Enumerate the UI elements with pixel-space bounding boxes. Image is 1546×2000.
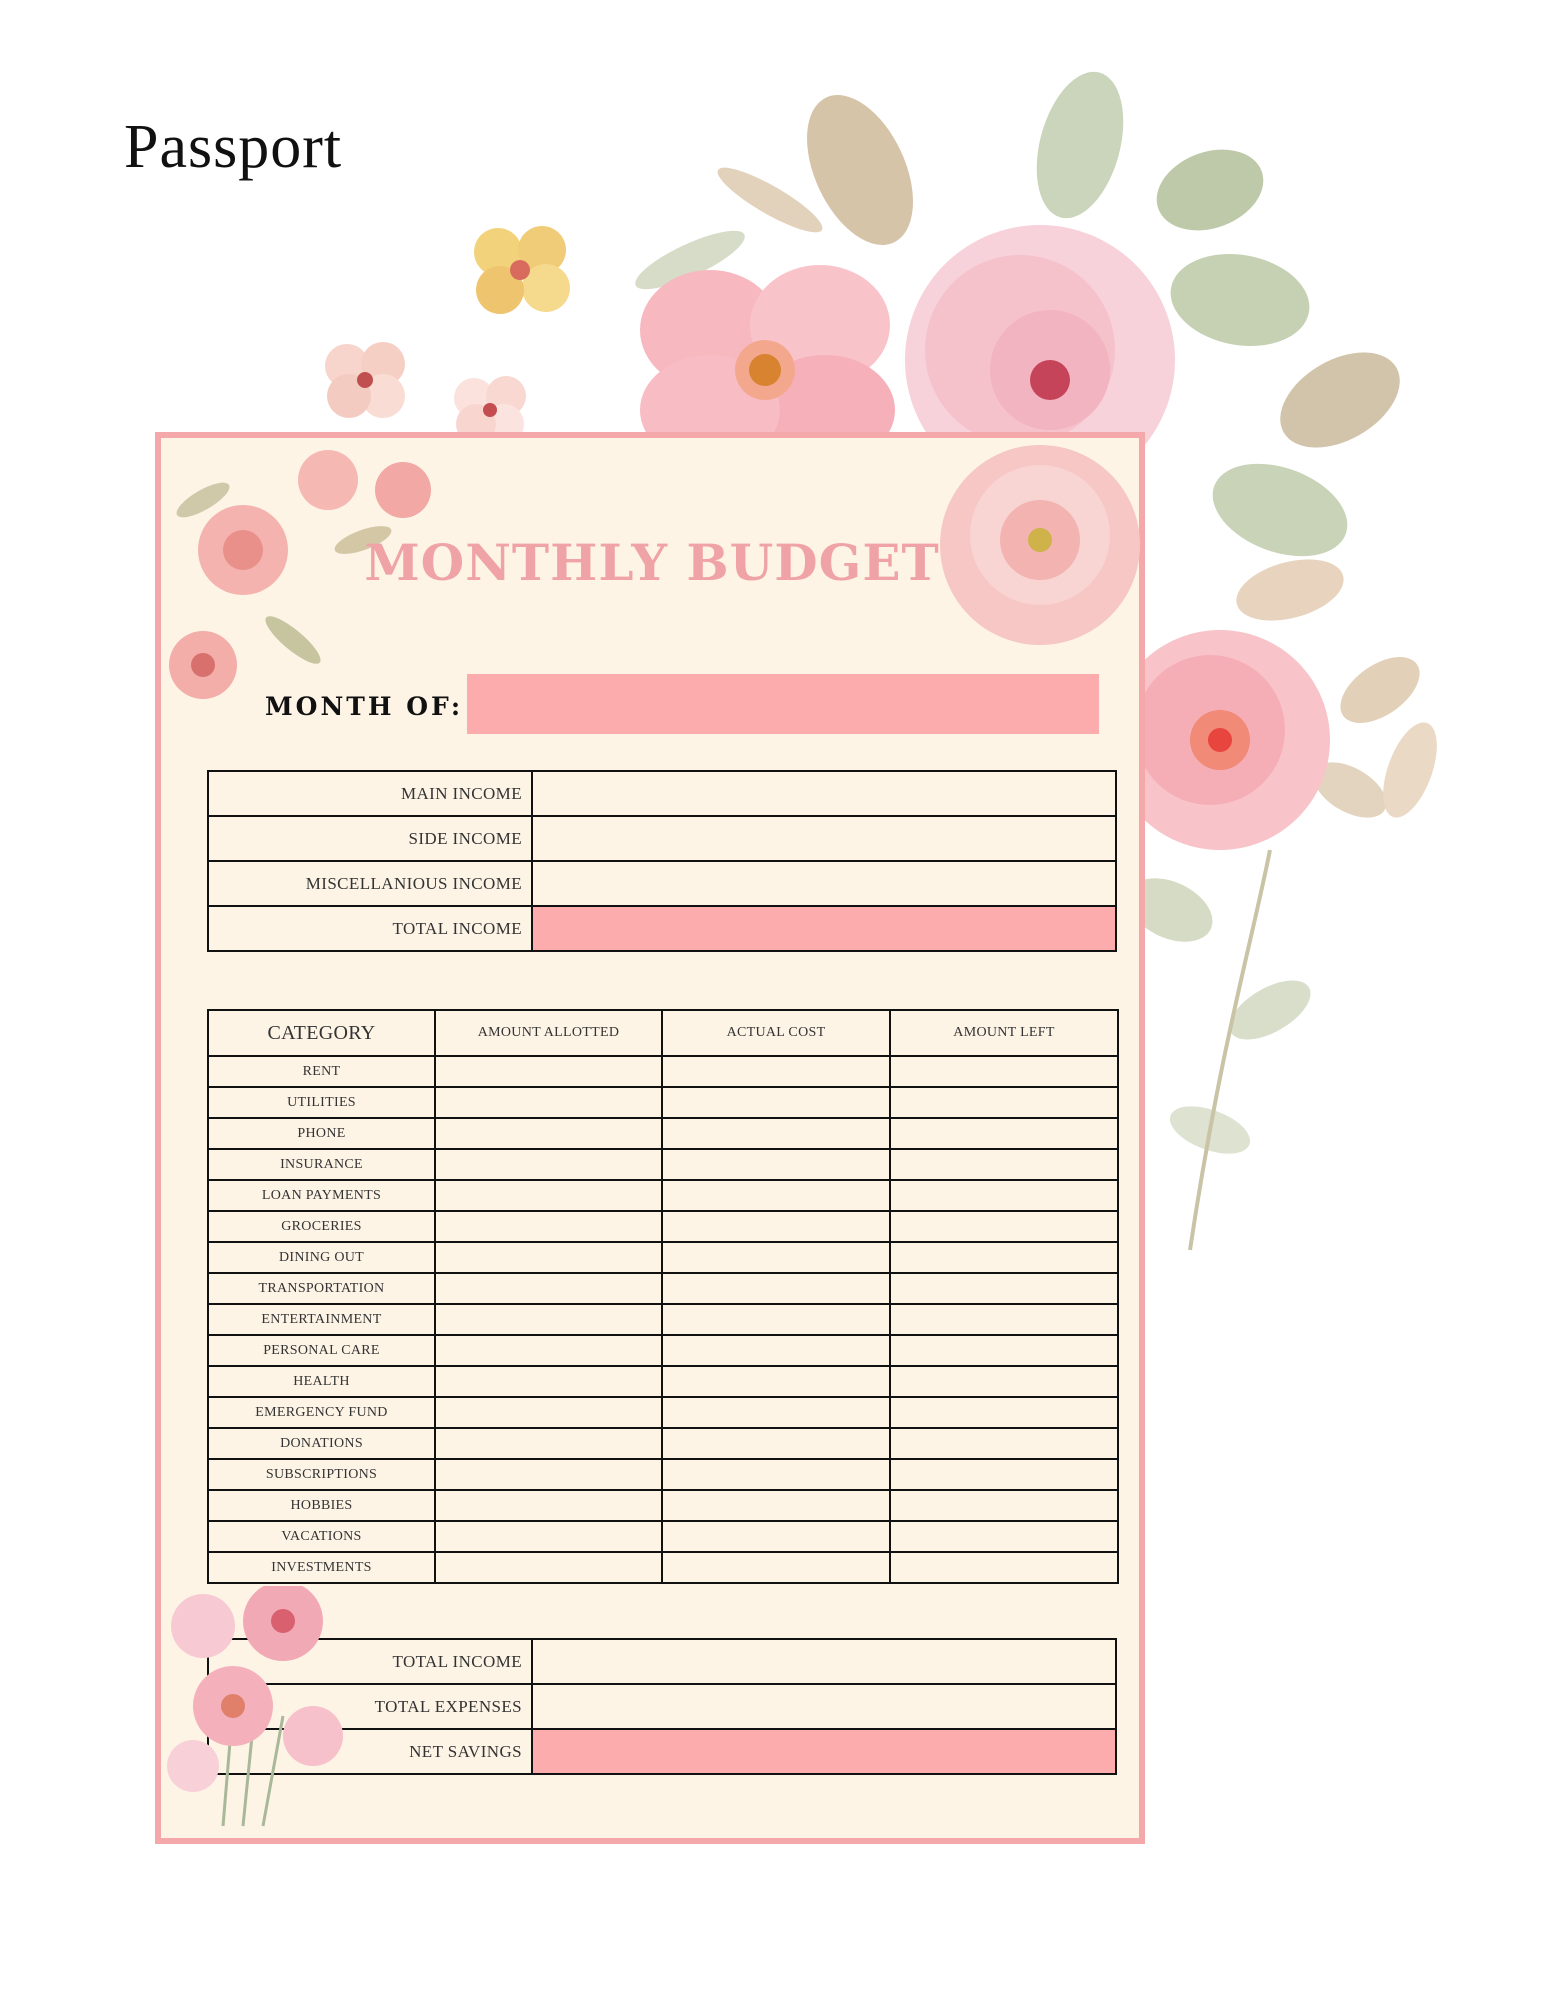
actual-cost-cell[interactable] [662,1490,890,1521]
brand-logo: Passport [124,113,343,181]
month-label: MONTH OF: [265,692,464,721]
amount-left-cell[interactable] [890,1397,1118,1428]
table-row [208,1211,1118,1242]
table-row [208,771,1116,816]
amount-allotted-cell[interactable] [435,1149,662,1180]
table-row [208,1428,1118,1459]
amount-left-cell[interactable] [890,1459,1118,1490]
side-income-field[interactable] [532,816,1116,861]
amount-allotted-cell[interactable] [435,1397,662,1428]
amount-left-cell[interactable] [890,1149,1118,1180]
misc-income-label: MISCELLANIOUS INCOME [208,861,532,906]
table-row [208,1490,1118,1521]
actual-cost-cell[interactable] [662,1366,890,1397]
total-income-label: TOTAL INCOME [208,906,532,951]
amount-left-cell[interactable] [890,1552,1118,1583]
actual-cost-cell[interactable] [662,1211,890,1242]
category-cell: EMERGENCY FUND [208,1397,435,1428]
amount-allotted-cell[interactable] [435,1335,662,1366]
amount-left-cell[interactable] [890,1521,1118,1552]
table-row [208,1118,1118,1149]
category-cell: VACATIONS [208,1521,435,1552]
summary-total-expenses-field[interactable] [532,1684,1116,1729]
category-cell: RENT [208,1056,435,1087]
actual-cost-cell[interactable] [662,1273,890,1304]
table-row [208,861,1116,906]
amount-left-cell[interactable] [890,1118,1118,1149]
amount-left-cell[interactable] [890,1490,1118,1521]
table-row [208,906,1116,951]
amount-allotted-cell[interactable] [435,1552,662,1583]
table-header-row [208,1010,1118,1056]
actual-cost-cell[interactable] [662,1118,890,1149]
page-title: MONTHLY BUDGET [364,533,940,592]
actual-cost-header: ACTUAL COST [662,1010,890,1056]
category-cell: UTILITIES [208,1087,435,1118]
amount-allotted-cell[interactable] [435,1490,662,1521]
amount-allotted-cell[interactable] [435,1118,662,1149]
category-cell: HOBBIES [208,1490,435,1521]
category-cell: PHONE [208,1118,435,1149]
category-cell: TRANSPORTATION [208,1273,435,1304]
amount-allotted-cell[interactable] [435,1180,662,1211]
amount-left-cell[interactable] [890,1366,1118,1397]
amount-left-header: AMOUNT LEFT [890,1010,1118,1056]
table-row [208,1056,1118,1087]
actual-cost-cell[interactable] [662,1149,890,1180]
summary-total-income-label: TOTAL INCOME [208,1639,532,1684]
category-cell: INSURANCE [208,1149,435,1180]
category-cell: GROCERIES [208,1211,435,1242]
amount-allotted-cell[interactable] [435,1056,662,1087]
table-row [208,1521,1118,1552]
actual-cost-cell[interactable] [662,1428,890,1459]
table-row [208,1273,1118,1304]
floral-corner-bottom-left [163,1586,363,1836]
amount-allotted-cell[interactable] [435,1087,662,1118]
budget-rows [208,1056,1118,1583]
category-cell: HEALTH [208,1366,435,1397]
category-cell: INVESTMENTS [208,1552,435,1583]
table-row [208,1304,1118,1335]
summary-net-savings-field[interactable] [532,1729,1116,1774]
side-income-label: SIDE INCOME [208,816,532,861]
amount-allotted-cell[interactable] [435,1211,662,1242]
month-field[interactable] [467,674,1099,734]
category-cell: ENTERTAINMENT [208,1304,435,1335]
category-cell: PERSONAL CARE [208,1335,435,1366]
table-row [208,1149,1118,1180]
actual-cost-cell[interactable] [662,1521,890,1552]
amount-left-cell[interactable] [890,1242,1118,1273]
amount-left-cell[interactable] [890,1056,1118,1087]
budget-table [207,1009,1119,1584]
actual-cost-cell[interactable] [662,1242,890,1273]
total-income-field[interactable] [532,906,1116,951]
amount-allotted-cell[interactable] [435,1521,662,1552]
category-cell: DONATIONS [208,1428,435,1459]
actual-cost-cell[interactable] [662,1056,890,1087]
category-cell: DINING OUT [208,1242,435,1273]
actual-cost-cell[interactable] [662,1304,890,1335]
summary-total-income-field[interactable] [532,1639,1116,1684]
amount-allotted-cell[interactable] [435,1459,662,1490]
actual-cost-cell[interactable] [662,1397,890,1428]
summary-net-savings-label: NET SAVINGS [208,1729,532,1774]
amount-allotted-cell[interactable] [435,1242,662,1273]
category-header: CATEGORY [208,1010,435,1056]
table-row [208,1180,1118,1211]
amount-allotted-cell[interactable] [435,1273,662,1304]
income-table [207,770,1117,952]
amount-allotted-header: AMOUNT ALLOTTED [435,1010,662,1056]
amount-left-cell[interactable] [890,1273,1118,1304]
actual-cost-cell[interactable] [662,1459,890,1490]
actual-cost-cell[interactable] [662,1180,890,1211]
amount-allotted-cell[interactable] [435,1304,662,1335]
summary-total-expenses-label: TOTAL EXPENSES [208,1684,532,1729]
main-income-field[interactable] [532,771,1116,816]
table-row [208,1087,1118,1118]
actual-cost-cell[interactable] [662,1335,890,1366]
table-row [208,1242,1118,1273]
amount-allotted-cell[interactable] [435,1366,662,1397]
amount-left-cell[interactable] [890,1087,1118,1118]
misc-income-field[interactable] [532,861,1116,906]
main-income-label: MAIN INCOME [208,771,532,816]
table-row [208,1397,1118,1428]
category-cell: SUBSCRIPTIONS [208,1459,435,1490]
amount-left-cell[interactable] [890,1304,1118,1335]
table-row [208,1335,1118,1366]
amount-left-cell[interactable] [890,1180,1118,1211]
amount-left-cell[interactable] [890,1335,1118,1366]
table-row [208,1459,1118,1490]
table-row [208,1552,1118,1583]
table-row [208,1366,1118,1397]
actual-cost-cell[interactable] [662,1552,890,1583]
amount-left-cell[interactable] [890,1428,1118,1459]
amount-left-cell[interactable] [890,1211,1118,1242]
amount-allotted-cell[interactable] [435,1428,662,1459]
table-row [208,816,1116,861]
budget-sheet [155,432,1145,1844]
actual-cost-cell[interactable] [662,1087,890,1118]
category-cell: LOAN PAYMENTS [208,1180,435,1211]
